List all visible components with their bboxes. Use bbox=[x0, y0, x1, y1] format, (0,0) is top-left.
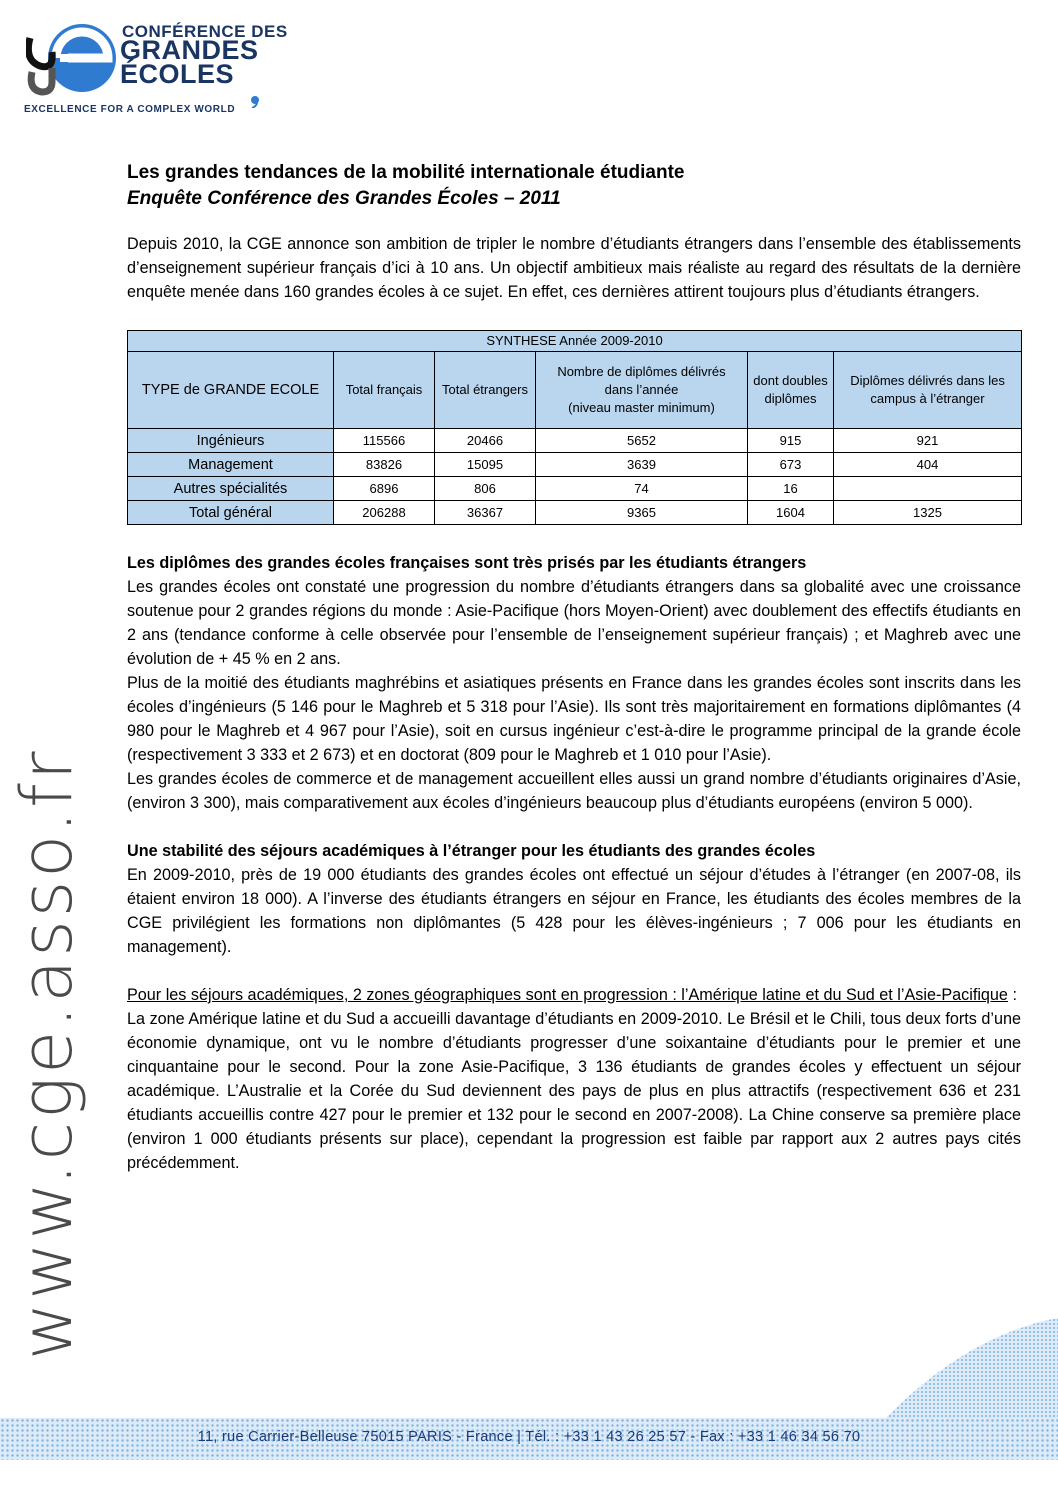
cell-campus: 1325 bbox=[834, 501, 1022, 525]
document-title: Les grandes tendances de la mobilité internationale étudiante bbox=[127, 162, 685, 183]
col-header-type: TYPE de GRANDE ECOLE bbox=[128, 352, 334, 429]
cell-total-francais: 83826 bbox=[334, 453, 435, 477]
cell-total-francais: 206288 bbox=[334, 501, 435, 525]
col-header-doubles-line2: diplômes bbox=[764, 391, 817, 406]
cell-diplomes: 5652 bbox=[536, 429, 748, 453]
section2-paragraph-1: En 2009-2010, près de 19 000 étudiants des grandes écoles ont effectué un séjour d’études à l’étranger (en 2007-08, ils étaient environ 18 000). A l’inverse des étudiants étrangers en séjour en France, les étudiants des écoles membres de la CGE privilégient les formations non diplômantes (5 428 pour les élèves-ingénieurs ; 7 006 pour les étudiants en management). bbox=[127, 866, 1021, 956]
table-row bbox=[128, 501, 1022, 525]
cell-total-etrangers: 20466 bbox=[435, 429, 536, 453]
cge-logo[interactable] bbox=[24, 18, 288, 122]
synthese-table bbox=[127, 330, 1022, 525]
cell-total-francais: 115566 bbox=[334, 429, 435, 453]
row-label: Total général bbox=[128, 501, 334, 525]
cell-total-etrangers: 15095 bbox=[435, 453, 536, 477]
section1-heading: Les diplômes des grandes écoles françaises sont très prisés par les étudiants étrangers bbox=[127, 554, 807, 572]
section2-paragraph-2: La zone Amérique latine et du Sud a accueilli davantage d’étudiants en 2009-2010. Le Brésil et le Chili, tous deux forts d’une économie dynamique, ont vu le nombre d’étudiants progresser d’une soixantaine d’étudiants pour le premier et une cinquantaine pour le second. Pour la zone Asie-Pacifique, 3 136 étudiants de grandes écoles y effectuent un séjour académique. L’Australie et la Corée du Sud deviennent des pays de plus en plus attractifs (respectivement 636 et 231 étudiants accueillis contre 427 pour le premier et 132 pour le second en 2007-2008). La Chine conserve sa première place (environ 1 000 étudiants présents sur place), cependant la progression est faible par rapport aux 2 autres pays cités précédemment. bbox=[127, 1010, 1021, 1172]
row-label: Autres spécialités bbox=[128, 477, 334, 501]
section2-underlined-lead: Pour les séjours académiques, 2 zones géographiques sont en progression : l’Amérique latine et du Sud et l’Asie-Pacifique bbox=[127, 986, 1008, 1004]
section2-heading: Une stabilité des séjours académiques à l’étranger pour les étudiants des grandes écoles bbox=[127, 842, 816, 860]
col-header-campus bbox=[834, 352, 1022, 429]
logo-line-grandes: GRANDES bbox=[120, 35, 259, 65]
table-row bbox=[128, 453, 1022, 477]
table-title: SYNTHESE Année 2009-2010 bbox=[128, 331, 1022, 352]
cell-doubles: 673 bbox=[748, 453, 834, 477]
col-header-doubles-line1: dont doubles bbox=[753, 373, 828, 388]
logo-line-conference: CONFÉRENCE DES bbox=[122, 22, 288, 41]
table-row bbox=[128, 477, 1022, 501]
table-row bbox=[128, 429, 1022, 453]
cell-total-francais: 6896 bbox=[334, 477, 435, 501]
intro-paragraph: Depuis 2010, la CGE annonce son ambition de tripler le nombre d’étudiants étrangers dans l’ensemble des établissements d’enseignement supérieur français d’ici à 10 ans. Un objectif ambitieux mais réaliste au regard des résultats de la dernière enquête menée dans 160 grandes écoles à ce sujet. En effet, ces dernières attirent toujours plus d’étudiants étrangers. bbox=[127, 235, 1021, 301]
cell-campus: 921 bbox=[834, 429, 1022, 453]
row-label: Management bbox=[128, 453, 334, 477]
cell-total-etrangers: 36367 bbox=[435, 501, 536, 525]
footer-address: 11, rue Carrier-Belleuse 75015 PARIS - France | Tél. : +33 1 43 26 25 57 - Fax : +33 1 46 34 56 70 bbox=[197, 1429, 861, 1445]
section1-paragraph-2: Plus de la moitié des étudiants maghrébins et asiatiques présents en France dans les grandes écoles sont inscrits dans les écoles d’ingénieurs (5 146 pour le Maghreb et 5 318 pour l’Asie). Ils sont très majoritairement en formations diplômantes (4 980 pour le Maghreb et 4 967 pour l’Asie), soit en cursus ingénieur c’est-à-dire le programme principal de la grande école (respectivement 3 333 et 2 673) et en doctorat (809 pour le Maghreb et 1 010 pour l’Asie). bbox=[127, 674, 1021, 764]
col-header-total-etrangers: Total étrangers bbox=[435, 352, 536, 429]
section2-underlined-suffix: : bbox=[1007, 986, 1017, 1004]
cell-diplomes: 3639 bbox=[536, 453, 748, 477]
corner-decoration-icon bbox=[884, 1318, 1058, 1420]
logo-line-ecoles: ÉCOLES bbox=[120, 59, 235, 89]
section1-paragraph-1: Les grandes écoles ont constaté une progression du nombre d’étudiants étrangers dans sa globalité avec une croissance soutenue pour 2 grandes régions du monde : Asie-Pacifique (hors Moyen-Orient) avec doublement des effectifs étudiants en 2 ans (tendance conforme à celle observée pour l’ensemble de l’enseignement supérieur français) ; et Maghreb avec une évolution de + 45 % en 2 ans. bbox=[127, 578, 1021, 668]
cell-doubles: 915 bbox=[748, 429, 834, 453]
document-body bbox=[127, 160, 1021, 1175]
cell-total-etrangers: 806 bbox=[435, 477, 536, 501]
cge-logo-mark-icon bbox=[26, 20, 118, 100]
logo-comma-icon bbox=[250, 96, 260, 108]
section1-paragraph-3: Les grandes écoles de commerce et de management accueillent elles aussi un grand nombre d’étudiants originaires d’Asie, (environ 3 300), mais comparativement aux écoles d’ingénieurs beaucoup plus d’étudiants européens (environ 5 000). bbox=[127, 770, 1021, 812]
cell-doubles: 1604 bbox=[748, 501, 834, 525]
col-header-doubles bbox=[748, 352, 834, 429]
cell-diplomes: 9365 bbox=[536, 501, 748, 525]
cell-diplomes: 74 bbox=[536, 477, 748, 501]
cell-campus: 404 bbox=[834, 453, 1022, 477]
logo-tagline: EXCELLENCE FOR A COMPLEX WORLD bbox=[24, 104, 236, 115]
row-label: Ingénieurs bbox=[128, 429, 334, 453]
cell-doubles: 16 bbox=[748, 477, 834, 501]
section2-subheading bbox=[127, 983, 1021, 1007]
col-header-campus-line2: campus à l’étranger bbox=[870, 391, 985, 406]
col-header-diplomes-line2: dans l’année bbox=[604, 382, 679, 397]
cell-campus bbox=[834, 477, 1022, 501]
col-header-diplomes-line1: Nombre de diplômes délivrés bbox=[557, 364, 726, 379]
document-subtitle: Enquête Conférence des Grandes Écoles – 2011 bbox=[127, 188, 561, 209]
col-header-diplomes-line3: (niveau master minimum) bbox=[568, 400, 715, 415]
col-header-diplomes bbox=[536, 352, 748, 429]
website-url-vertical: www.cge.asso.fr bbox=[6, 748, 88, 1360]
col-header-total-francais: Total français bbox=[334, 352, 435, 429]
col-header-campus-line1: Diplômes délivrés dans les bbox=[850, 373, 1005, 388]
